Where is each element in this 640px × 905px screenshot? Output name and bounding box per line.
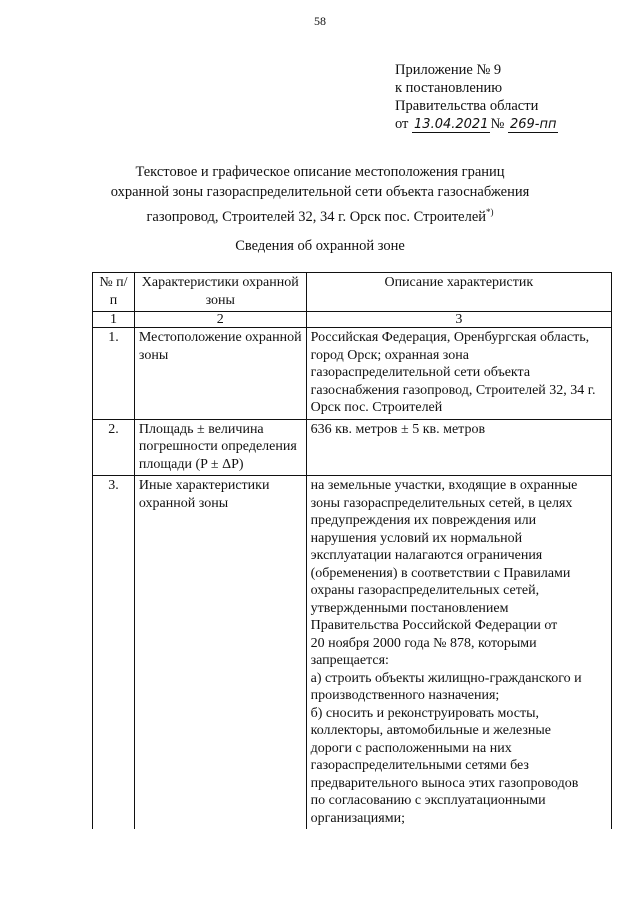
row-description: 636 кв. метров ± 5 кв. метров (306, 419, 611, 476)
appendix-date-line (395, 115, 558, 133)
description-line: газораспределительными сетями без (310, 758, 529, 773)
handwritten-number: 269-пп (509, 117, 557, 132)
header-num: № п/п (93, 273, 135, 312)
description-line: 20 ноября 2000 года № 878, которыми (310, 635, 537, 651)
row-number: 3. (93, 476, 135, 830)
table-header-row (93, 273, 612, 312)
description-line: организациями; (310, 810, 405, 826)
column-number: 2 (134, 312, 306, 328)
header-characteristics: Характеристики охранной зоны (134, 273, 306, 312)
table-row (93, 419, 612, 476)
from-label: от (395, 116, 409, 132)
appendix-block (395, 61, 558, 133)
description-line: по согласованию с эксплуатационными (310, 793, 546, 808)
title-line-3 (0, 202, 640, 227)
number-label: № (490, 116, 505, 132)
description-line: (обременения) в соответствии с Правилами (310, 565, 571, 581)
document-title (0, 162, 640, 227)
description-line: предупреждения их повреждения или (310, 513, 537, 528)
description-line: коллекторы, автомобильные и железные (310, 723, 551, 738)
title-line-1: Текстовое и графическое описание местоположения границ (135, 164, 505, 180)
description-line: эксплуатации налагаются ограничения (310, 548, 543, 563)
row-name: Площадь ± величина погрешности определения площади (P ± ΔP) (134, 419, 306, 476)
zone-table (92, 272, 612, 829)
row-description (306, 476, 611, 830)
appendix-line-1: Приложение № 9 (395, 62, 502, 78)
description-line: б) сносить и реконструировать мосты, (310, 705, 539, 721)
description-line: Правительства Российской Федерации от (310, 618, 558, 633)
column-number: 1 (93, 312, 135, 328)
appendix-line-2: к постановлению (395, 80, 503, 96)
section-subtitle: Сведения об охранной зоне (235, 238, 405, 254)
row-description: Российская Федерация, Оренбургская область, город Орск; охранная зона газораспределительной сети объекта газоснабжения газопровод, Строителей 32, 34 г. Орск пос. Строителей (306, 328, 611, 420)
appendix-line-3: Правительства области (395, 98, 539, 114)
description-line: нарушения условий их нормальной (310, 530, 523, 546)
row-name: Иные характеристики охранной зоны (134, 476, 306, 830)
row-number: 1. (93, 328, 135, 420)
description-line: на земельные участки, входящие в охранные (310, 478, 578, 493)
description-line: охраны газораспределительных сетей, (310, 583, 540, 598)
description-line: предварительного выноса этих газопроводов (310, 775, 579, 791)
description-line: дороги с расположенными на них (310, 740, 512, 756)
header-description: Описание характеристик (306, 273, 611, 312)
description-line: зоны газораспределительных сетей, в целях (310, 495, 573, 511)
column-number-row (93, 312, 612, 328)
description-line: утвержденными постановлением (310, 600, 509, 616)
title-line-3-text: газопровод, Строителей 32, 34 г. Орск пос. Строителей (146, 209, 487, 225)
description-line: запрещается: (310, 653, 389, 668)
row-name: Местоположение охранной зоны (134, 328, 306, 420)
description-line: производственного назначения; (310, 688, 500, 703)
description-line: а) строить объекты жилищно-гражданского и (310, 670, 582, 686)
footnote-mark: *) (486, 207, 494, 217)
table-row (93, 476, 612, 830)
title-line-2: охранной зоны газораспределительной сети объекта газоснабжения (110, 184, 530, 200)
row-number: 2. (93, 419, 135, 476)
handwritten-date: 13.04.2021 (414, 117, 489, 132)
column-number: 3 (306, 312, 611, 328)
page-number: 58 (314, 14, 326, 28)
table-row (93, 328, 612, 420)
